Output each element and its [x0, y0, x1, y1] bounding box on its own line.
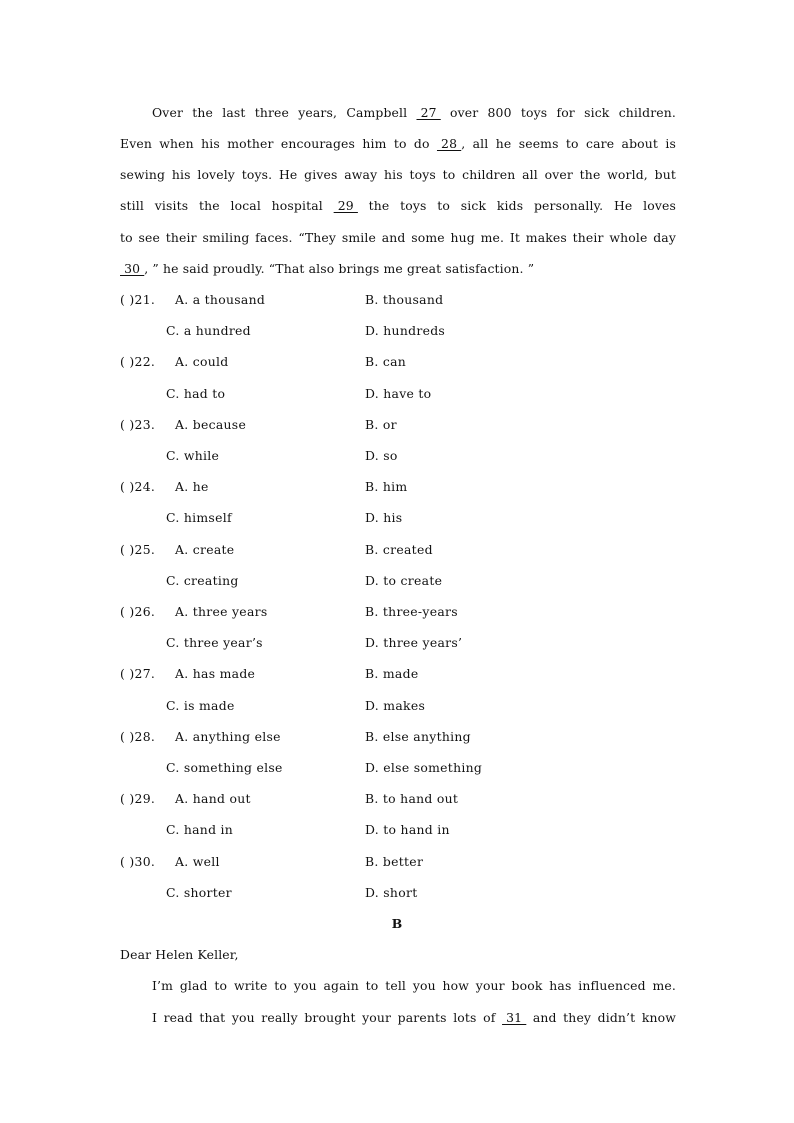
- question-29-label: ( )29.: [120, 791, 156, 806]
- question-23-label: ( )23.: [120, 417, 156, 432]
- blank-29: 29: [333, 198, 358, 213]
- question-26-option-c: C. three year’s: [166, 635, 263, 650]
- question-23-option-b: B. or: [365, 417, 397, 432]
- question-27-option-a: A. has made: [175, 666, 256, 681]
- question-24-option-a: A. he: [175, 479, 209, 494]
- question-28-option-d: D. else something: [365, 760, 483, 775]
- passage-a-line-6: 30 , ” he said proudly. “That also brings me great satisfaction. ”: [120, 259, 676, 279]
- question-23-option-c: C. while: [166, 448, 220, 463]
- question-30-option-c: C. shorter: [166, 885, 232, 900]
- question-24-option-b: B. him: [365, 479, 408, 494]
- question-30-option-b: B. better: [365, 854, 424, 869]
- question-26-option-d: D. three years’: [365, 635, 463, 650]
- question-26-label: ( )26.: [120, 604, 156, 619]
- question-23-option-d: D. so: [365, 448, 398, 463]
- question-27-label: ( )27.: [120, 666, 156, 681]
- question-25-option-a: A. create: [175, 542, 235, 557]
- question-24-label: ( )24.: [120, 479, 156, 494]
- question-27-option-d: D. makes: [365, 698, 426, 713]
- passage-a-line-3: sewing his lovely toys. He gives away his toys to children all over the world, but: [120, 167, 676, 182]
- question-29-option-b: B. to hand out: [365, 791, 459, 806]
- question-27-option-c: C. is made: [166, 698, 235, 713]
- question-22-option-c: C. had to: [166, 386, 226, 401]
- question-24-option-c: C. himself: [166, 510, 232, 525]
- letter-paragraph-1: I’m glad to write to you again to tell you how your book has influenced me.: [152, 978, 676, 993]
- question-27-option-b: B. made: [365, 666, 419, 681]
- question-28-option-c: C. something else: [166, 760, 283, 775]
- question-28-option-b: B. else anything: [365, 729, 471, 744]
- question-25-option-c: C. creating: [166, 573, 239, 588]
- question-30-option-d: D. short: [365, 885, 418, 900]
- question-22-label: ( )22.: [120, 354, 156, 369]
- section-b-heading: B: [391, 916, 403, 931]
- question-28-label: ( )28.: [120, 729, 156, 744]
- letter-salutation: Dear Helen Keller,: [120, 947, 239, 962]
- question-25-label: ( )25.: [120, 542, 156, 557]
- question-26-option-b: B. three-years: [365, 604, 458, 619]
- question-26-option-a: A. three years: [175, 604, 268, 619]
- question-21-option-a: A. a thousand: [175, 292, 266, 307]
- question-30-option-a: A. well: [175, 854, 220, 869]
- question-22-option-b: B. can: [365, 354, 407, 369]
- question-21-option-c: C. a hundred: [166, 323, 251, 338]
- question-29-option-a: A. hand out: [175, 791, 251, 806]
- question-29-option-c: C. hand in: [166, 822, 234, 837]
- question-28-option-a: A. anything else: [175, 729, 281, 744]
- question-22-option-d: D. have to: [365, 386, 432, 401]
- passage-a-line-1: Over the last three years, Campbell 27 over 800 toys for sick children.: [120, 103, 676, 123]
- question-30-label: ( )30.: [120, 854, 156, 869]
- blank-30: 30: [120, 261, 145, 276]
- question-21-option-d: D. hundreds: [365, 323, 446, 338]
- passage-a-line-4: still visits the local hospital 29 the toys to sick kids personally. He loves: [120, 196, 676, 216]
- passage-a-line-5: to see their smiling faces. “They smile and some hug me. It makes their whole day: [120, 230, 676, 245]
- question-29-option-d: D. to hand in: [365, 822, 450, 837]
- question-25-option-d: D. to create: [365, 573, 443, 588]
- passage-a-line-2: Even when his mother encourages him to do 28 , all he seems to care about is: [120, 134, 676, 154]
- question-22-option-a: A. could: [175, 354, 229, 369]
- question-21-option-b: B. thousand: [365, 292, 444, 307]
- question-24-option-d: D. his: [365, 510, 403, 525]
- question-21-label: ( )21.: [120, 292, 156, 307]
- question-25-option-b: B. created: [365, 542, 433, 557]
- letter-paragraph-2: I read that you really brought your parents lots of 31 and they didn’t know: [120, 1008, 676, 1028]
- blank-28: 28: [436, 136, 462, 151]
- question-23-option-a: A. because: [175, 417, 247, 432]
- blank-27: 27: [416, 105, 441, 120]
- blank-31: 31: [502, 1010, 527, 1025]
